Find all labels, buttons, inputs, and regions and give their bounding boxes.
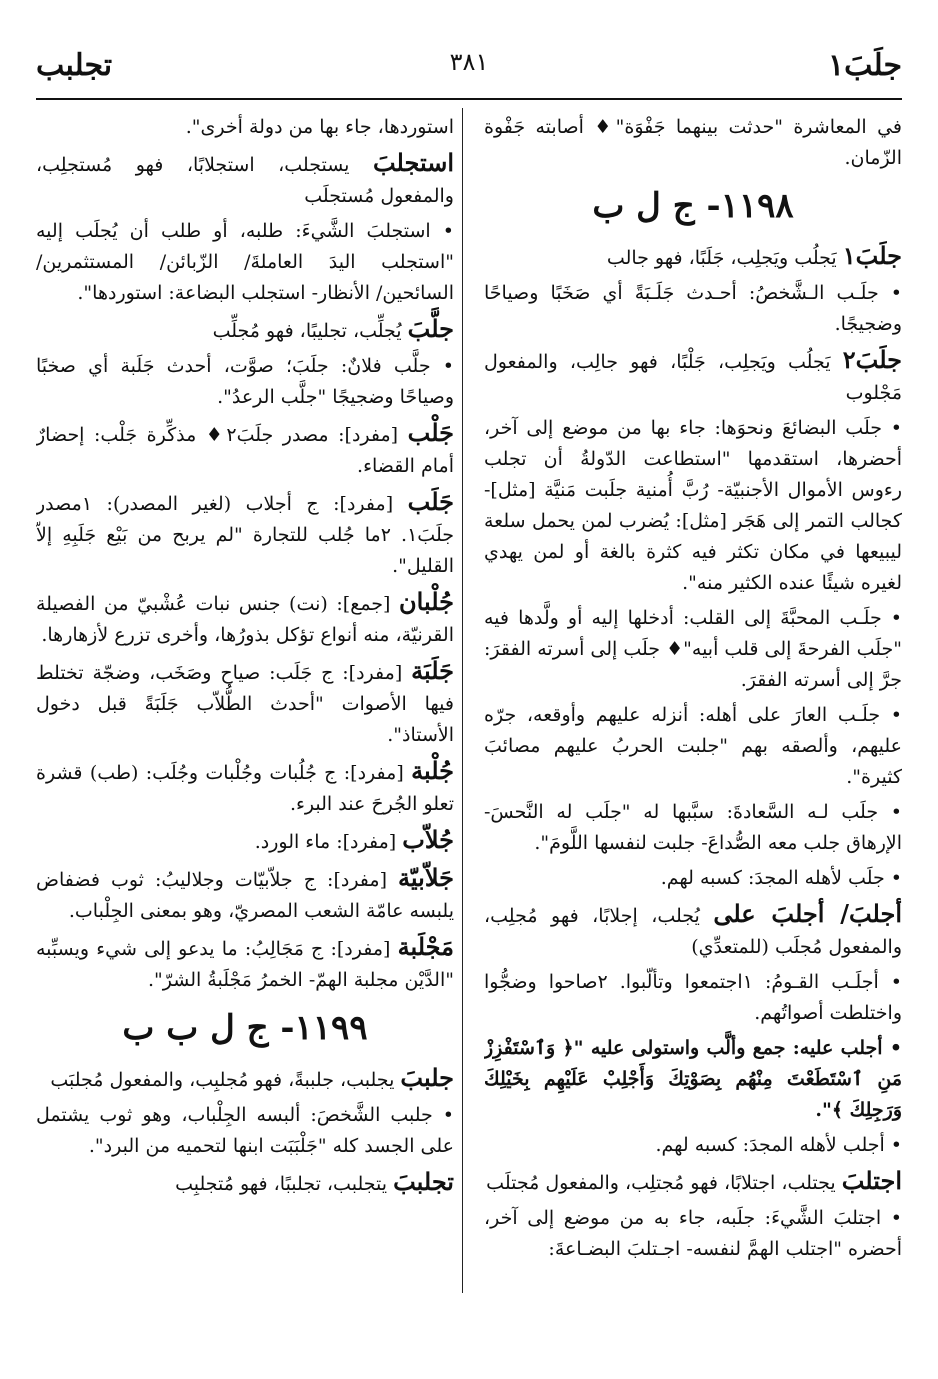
header-rule <box>36 98 902 100</box>
headword: جلَبَ١ <box>842 241 902 270</box>
headword: جُلاّب <box>402 825 454 854</box>
entry-jallaba <box>36 313 454 347</box>
entry-morphology: يجتلب، اجتلابًا، فهو مُجتلِب، والمفعول مُجتلَب <box>486 1172 842 1194</box>
sense: • جلَب البضائعَ ونحوَها: جاء بها من موضع إلى آخر، أحضرها، استقدمها "استطاعت الدّولةُ أن تجلب رءوس الأموال الأجنبيّة- رُبَّ أُمنية جلَبت مَنيَّة [مثل]- كجالب التمر إلى هَجَر [مثل]: يُضرب لمن يحمل سلعة ليبيعها في مكان تكثر فيه كثرة بالغة أو لمن يهدي لغيره شيئًا عنده الكثير منه". <box>484 417 902 594</box>
headword: مَجْلَبة <box>397 932 454 961</box>
entry-majlaba <box>36 931 454 996</box>
headword: جَلَبَة <box>411 656 454 685</box>
entry-jallabiyya <box>36 862 454 927</box>
headword: جلَّبَ <box>407 314 454 343</box>
entry-definition: [مفرد]: مصدر جلَبَ٢♦ مذكِّرة جَلْب: إحضارٌ أمام القضاء. <box>36 424 454 477</box>
entry-jalaba-2 <box>484 344 902 409</box>
page-number: ٣٨١ <box>449 48 489 76</box>
entry-ajlaba <box>484 898 902 963</box>
entry-tajalbaba <box>36 1166 454 1200</box>
running-head-last: تجلبب <box>36 48 113 83</box>
entry-ijtalaba <box>484 1165 902 1199</box>
entry-definition: [جمع]: (نت) جنس نبات عُشْبيّ من الفصيلة القرنيّة، منه أنواع تؤكل بذورُها، وأخرى تزرع لأزهارها. <box>36 593 454 646</box>
entry-definition: [مفرد]: ج جَلَب: صياح وصَخَب، وضجّة تختلط فيها الأصوات "أحدث الطُّلاّب جَلَبَةً قبل دخول الأستاذ". <box>36 662 454 746</box>
sense: • جلَب لـه السَّعادةَ: سبَّبها له "جلَب له النَّحسَ- الإرهاق جلب معه الصُّداعَ- جلبت لنفسها اللَّومَ". <box>484 801 902 854</box>
entry-jalaba-noun <box>36 655 454 751</box>
headword: اجتلبَ <box>841 1166 902 1195</box>
headword: جَلْب <box>407 418 454 447</box>
root-heading-1198: ١١٩٨- ج ل ب <box>592 186 794 226</box>
headword: أجلبَ/ أجلبَ على <box>713 899 902 928</box>
headword: تجلببَ <box>393 1167 454 1196</box>
entry-jalbaba <box>36 1062 454 1096</box>
running-head-first: جلَبَ١ <box>827 48 902 83</box>
sense: • جلَّب فلانٌ: جلَبَ؛ صوَّت، أحدث جَلَبة أي صخبًا وصياحًا وضجيجًا "جلَّب الرعدُ". <box>36 355 454 408</box>
sense: • استجلبَ الشَّيءَ: طلبه، أو طلب أن يُجلَب إليه "استجلب اليدَ العاملةَ/ الزّبائن/ المستثمرين/ السائحين/ الأنظار- استجلب البضاعة: استوردها". <box>36 220 454 304</box>
sense: • أجلَـب القـومُ: ١اجتمعوا وتألّبوا. ٢صاحوا وضجُّوا واختلطت أصواتُهم. <box>484 971 902 1024</box>
headword: جُلْبان <box>399 587 454 616</box>
headword: جلَبَ٢ <box>842 345 902 374</box>
sense: • اجتلبَ الشَّيءَ: جلَبه، جاء به من موضع إلى آخر، أحضره "اجتلب الهمَّ لنفسه- اجـتلبَ البضـاعةَ: <box>484 1207 902 1260</box>
continued-text: في المعاشرة "حدثت بينهما جَفْوَة"♦ أصابته جَفْوة الزّمان. <box>484 116 902 169</box>
entry-morphology: يجلبب، جلببةً، فهو مُجلبِب، والمفعول مُجلبَب <box>50 1069 401 1091</box>
entry-definition: [مفرد]: ماء الورد. <box>254 831 403 853</box>
entry-definition: [مفرد]: ج أجلاب (لغير المصدر): ١مصدر جلَبَ١. ٢ما جُلب للتجارة "لم يربح من بَيْع جَلَبِهِ إلاّ القليل". <box>36 493 454 577</box>
sense: • جلَـب الـشَّخصُ: أحـدث جَلَـبَةً أي صَخَبًا وصياحًا وضجيجًا. <box>484 282 902 335</box>
headword: جَلاّبيّة <box>398 863 454 892</box>
entry-morphology: يُجلب، إجلابًا، فهو مُجلِب، والمفعول مُجلَب (للمتعدِّي) <box>484 905 902 958</box>
entry-jalaba-1 <box>484 240 902 274</box>
column-divider <box>462 108 463 1293</box>
headword: جَلَب <box>407 487 454 516</box>
sense: • جلَـب المحبَّةَ إلى القلب: أدخلها إليه أو ولَّدها فيه "جلَب الفرحةَ إلى قلب أبيه"♦ جلَب إلى أسرته الفقرَ: جرَّ إلى أسرته الفقرَ. <box>484 607 902 691</box>
page-header <box>36 48 902 96</box>
entry-morphology: يَجلُب ويَجلِب، جَلْبًا، فهو جالِب، والمفعول مَجْلوب <box>484 351 902 404</box>
entry-morphology: يستجلب، استجلابًا، فهو مُستجلِب، والمفعول مُستجلَب <box>36 154 454 207</box>
sense: • جلَـب العارَ على أهله: أنزله عليهم وأوقعه، جرّه عليهم، وألصقه بهم "جلبت الحربُ عليهم مصائبَ كثيرة". <box>484 704 902 788</box>
left-column <box>36 112 454 1302</box>
sense-quran-quote: • أجلب عليه: جمع وألَّب واستولى عليه "﴿ وَٱسْتَفْزِزْ مَنِ ٱسْتَطَعْتَ مِنْهُم بِصَوْتِكَ وَأَجْلِبْ عَلَيْهِم بِخَيْلِكَ وَرَجِلِكَ ﴾". <box>484 1037 902 1121</box>
entry-jullab <box>36 824 454 858</box>
sense: • جلبب الشَّخصَ: ألبسه الجِلْباب، وهو ثوب يشتمل على الجسد كله "جَلْبَبَت ابنها لتحميه من البرد". <box>36 1104 454 1157</box>
headword: جُلْبة <box>411 756 454 785</box>
entry-definition: [مفرد]: ج جلاّبيّات وجلاليبُ: ثوب فضفاض يلبسه عامّة الشعب المصريّ، وهو بمعنى الجِلْباب. <box>36 869 454 922</box>
right-column <box>484 112 902 1302</box>
entry-morphology: يَجلُب ويَجلِب، جَلَبًا، فهو جالب <box>606 247 843 269</box>
entry-istajlaba <box>36 147 454 212</box>
entry-jalab <box>36 486 454 582</box>
continued-text: استوردها، جاء بها من دولة أخرى". <box>185 116 454 138</box>
headword: استجلبَ <box>372 148 454 177</box>
sense: • أجلب لأهله المجدَ: كسبه لهم. <box>655 1134 902 1156</box>
entry-morphology: يُجلِّب، تجليبًا، فهو مُجلِّب <box>212 320 408 342</box>
headword: جلببَ <box>400 1063 454 1092</box>
root-heading-1199: ١١٩٩- ج ل ب ب <box>122 1008 368 1048</box>
entry-definition: [مفرد]: ج مَجَالِبُ: ما يدعو إلى شيء ويسبِّبه "الدَّيْن مجلبة الهمّ- الخمرُ مَجْلَبةُ الشرّ". <box>36 938 454 991</box>
entry-jalb <box>36 417 454 482</box>
entry-definition: [مفرد]: ج جُلُبات وجُلْبات وجُلَب: (طب) قشرة تعلو الجُرحَ عند البرء. <box>36 762 454 815</box>
entry-julba <box>36 755 454 820</box>
entry-morphology: يتجلبب، تجلببًا، فهو مُتجلبِب <box>175 1173 394 1195</box>
sense: • جلَب لأهله المجدَ: كسبه لهم. <box>660 867 902 889</box>
entry-julban <box>36 586 454 651</box>
